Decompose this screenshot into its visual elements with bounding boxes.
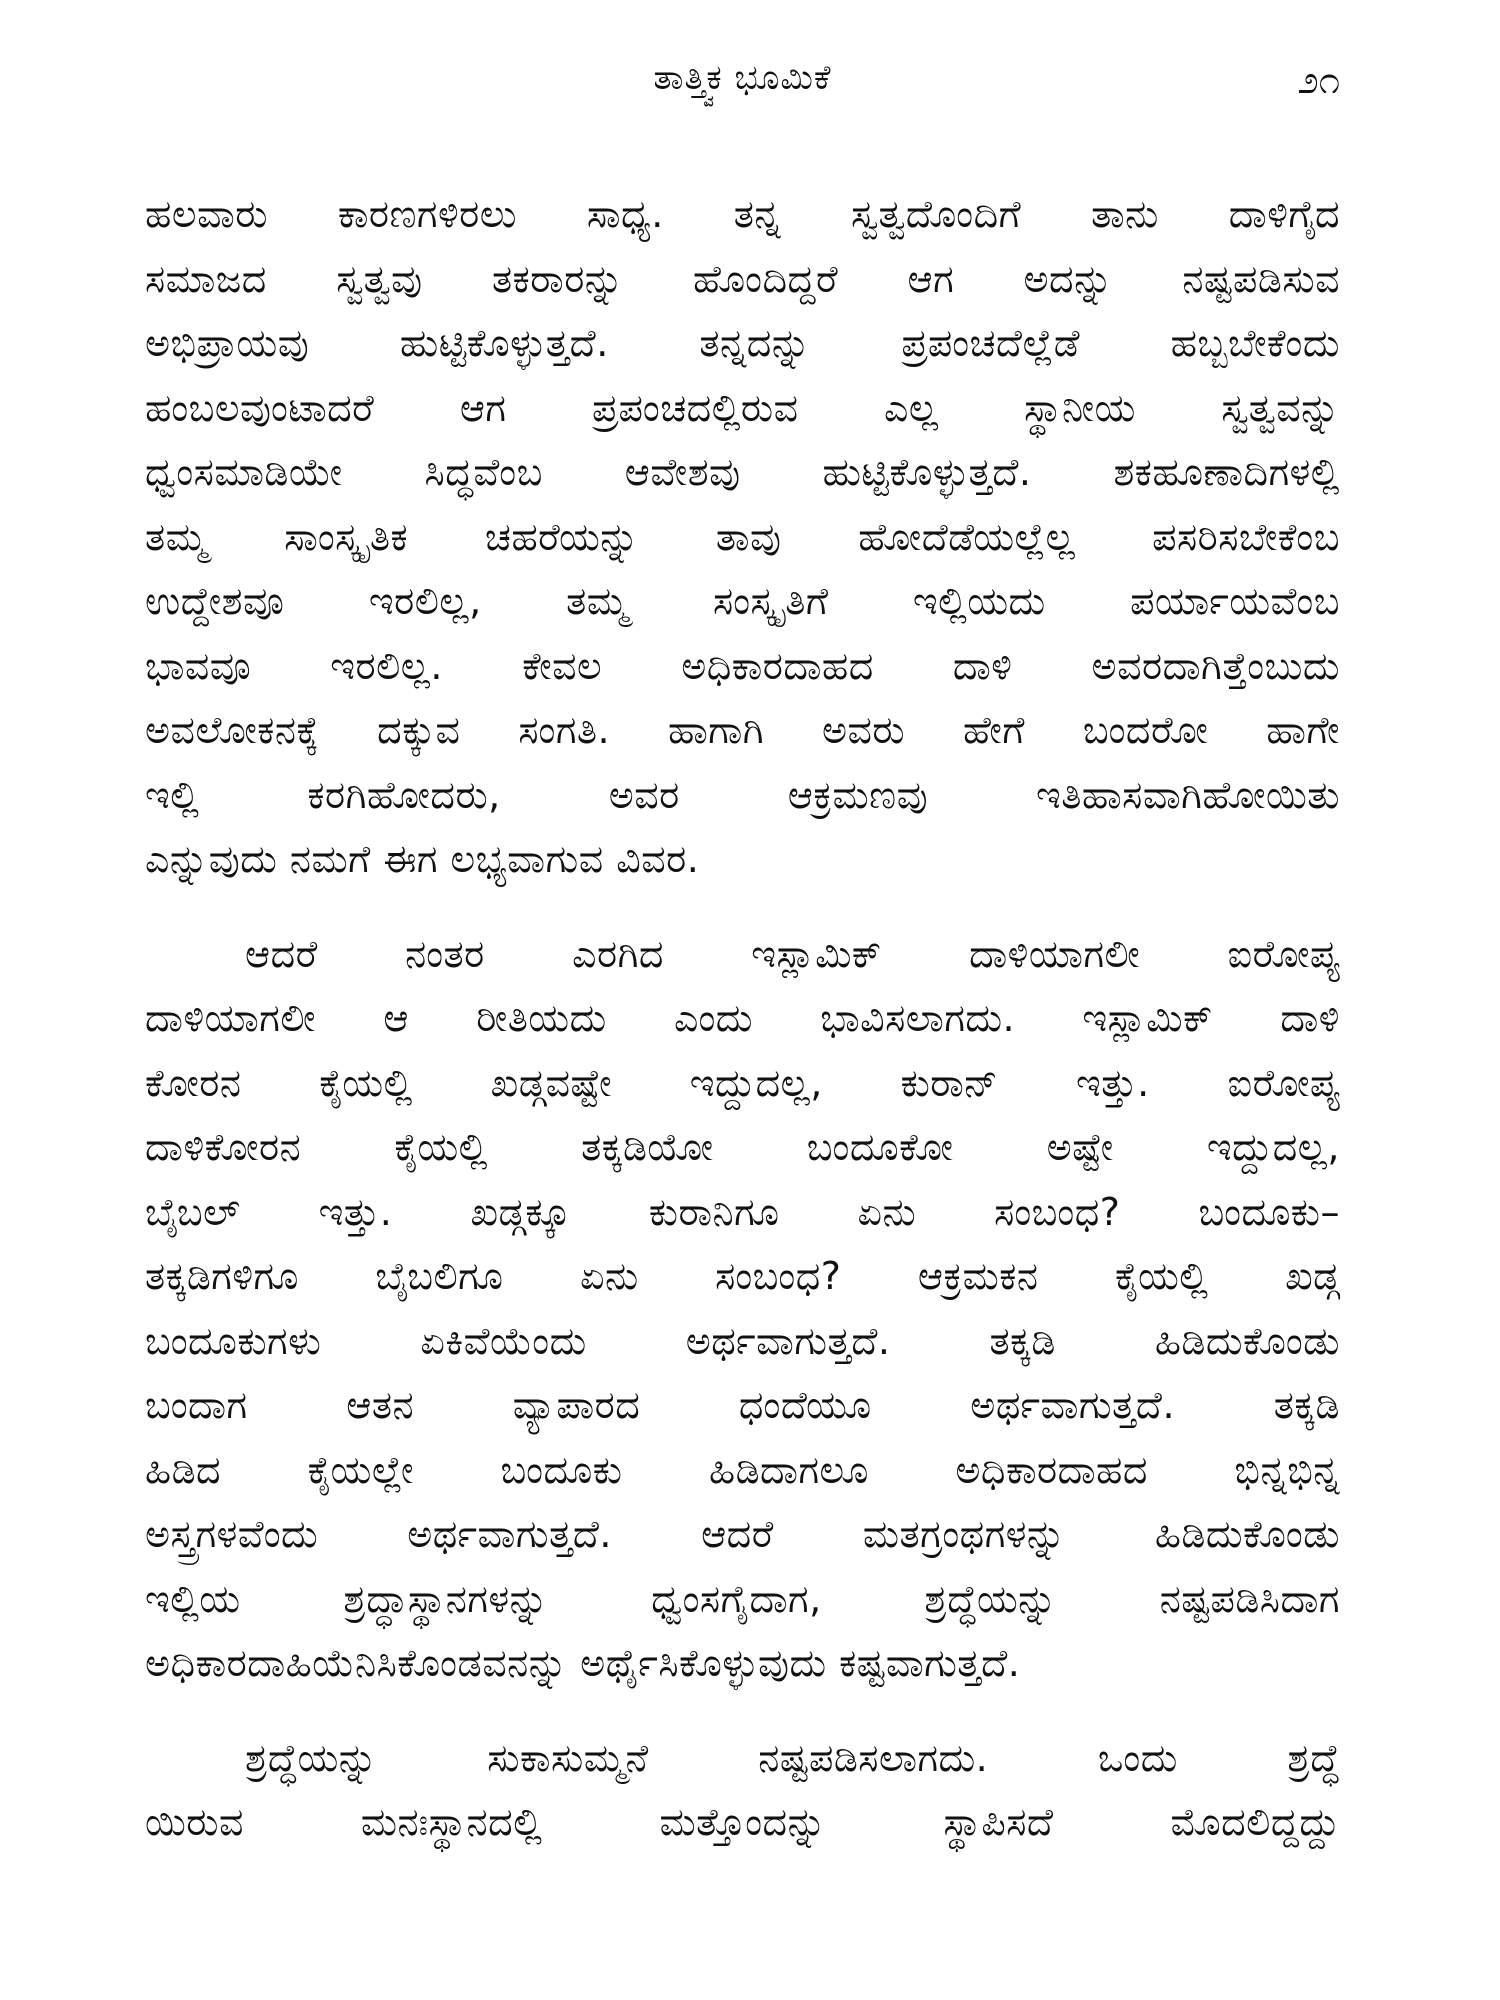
text-line: ಅಭಿಪ್ರಾಯವು ಹುಟ್ಟಿಕೊಳ್ಳುತ್ತದೆ. ತನ್ನದನ್ನು ಪ್ರಪಂಚದೆಲ್ಲೆಡೆ ಹಬ್ಬಬೇಕೆಂದು [145, 321, 1340, 365]
text-line: ಯಿರುವ ಮನಃಸ್ಥಾನದಲ್ಲಿ ಮತ್ತೊಂದನ್ನು ಸ್ಥಾಪಿಸದೆ ಮೊದಲಿದ್ದದ್ದು [145, 1800, 1340, 1844]
text-line: ಹಿಡಿದ ಕೈಯಲ್ಲೇ ಬಂದೂಕು ಹಿಡಿದಾಗಲೂ ಅಧಿಕಾರದಾಹದ ಭಿನ್ನಭಿನ್ನ [145, 1447, 1340, 1492]
paragraph-3 [145, 1726, 1340, 1855]
text-line: ಉದ್ದೇಶವೂ ಇರಲಿಲ್ಲ, ತಮ್ಮ ಸಂಸ್ಕೃತಿಗೆ ಇಲ್ಲಿಯದು ಪರ್ಯಾಯವೆಂಬ [145, 579, 1340, 623]
text-line: ಶ್ರದ್ಧೆಯನ್ನು ಸುಕಾಸುಮ್ಮನೆ ನಷ್ಟಪಡಿಸಲಾಗದು. ಒಂದು ಶ್ರದ್ಧೆ [245, 1735, 1340, 1780]
text-line: ಹಲವಾರು ಕಾರಣಗಳಿರಲು ಸಾಧ್ಯ. ತನ್ನ ಸ್ವತ್ವದೊಂದಿಗೆ ತಾನು ದಾಳಿಗೈದ [145, 192, 1340, 236]
paragraph-2 [145, 922, 1340, 1696]
text-line: ಇಲ್ಲಿ ಕರಗಿಹೋದರು, ಅವರ ಆಕ್ರಮಣವು ಇತಿಹಾಸವಾಗಿಹೋಯಿತು [145, 772, 1340, 817]
text-line: ಕೋರನ ಕೈಯಲ್ಲಿ ಖಡ್ಗವಷ್ಟೇ ಇದ್ದುದಲ್ಲ, ಕುರಾನ್ ಇತ್ತು. ಐರೋಪ್ಯ [145, 1060, 1340, 1105]
text-line: ಎನ್ನುವುದು ನಮಗೆ ಈಗ ಲಭ್ಯವಾಗುವ ವಿವರ. [145, 837, 700, 881]
text-line: ತಕ್ಕಡಿಗಳಿಗೂ ಬೈಬಲಿಗೂ ಏನು ಸಂಬಂಧ? ಆಕ್ರಮಕನ ಕೈಯಲ್ಲಿ ಖಡ್ಗ [145, 1254, 1340, 1298]
body-text [145, 182, 1340, 1855]
text-line: ತಮ್ಮ ಸಾಂಸ್ಕೃತಿಕ ಚಹರೆಯನ್ನು ತಾವು ಹೋದೆಡೆಯಲ್ಲೆಲ್ಲ ಪಸರಿಸಬೇಕೆಂಬ [145, 514, 1340, 559]
text-line: ಬಂದಾಗ ಆತನ ವ್ಯಾಪಾರದ ಧಂದೆಯೂ ಅರ್ಥವಾಗುತ್ತದೆ. ತಕ್ಕಡಿ [145, 1383, 1340, 1427]
paragraph-1 [145, 182, 1340, 892]
text-line: ಬಂದೂಕುಗಳು ಏಕಿವೆಯೆಂದು ಅರ್ಥವಾಗುತ್ತದೆ. ತಕ್ಕಡಿ ಹಿಡಿದುಕೊಂಡು [145, 1318, 1340, 1363]
text-line: ಹಂಬಲವುಂಟಾದರೆ ಆಗ ಪ್ರಪಂಚದಲ್ಲಿರುವ ಎಲ್ಲ ಸ್ಥಾನೀಯ ಸ್ವತ್ವವನ್ನು [145, 385, 1340, 430]
text-line: ಅಧಿಕಾರದಾಹಿಯೆನಿಸಿಕೊಂಡವನನ್ನು ಅರ್ಥೈಸಿಕೊಳ್ಳುವುದು ಕಷ್ಟವಾಗುತ್ತದೆ. [145, 1641, 1021, 1685]
text-line: ಅಸ್ತ್ರಗಳವೆಂದು ಅರ್ಥವಾಗುತ್ತದೆ. ಆದರೆ ಮತಗ್ರಂಥಗಳನ್ನು ಹಿಡಿದುಕೊಂಡು [145, 1512, 1340, 1556]
text-line: ಧ್ವಂಸಮಾಡಿಯೇ ಸಿದ್ಧವೆಂಬ ಆವೇಶವು ಹುಟ್ಟಿಕೊಳ್ಳುತ್ತದೆ. ಶಕಹೂಣಾದಿಗಳಲ್ಲಿ [145, 450, 1340, 494]
running-title: ತಾತ್ತ್ವಿಕ ಭೂಮಿಕೆ [653, 58, 832, 98]
page-number: ೨೧ [1297, 58, 1340, 102]
text-line: ಇಲ್ಲಿಯ ಶ್ರದ್ಧಾಸ್ಥಾನಗಳನ್ನು ಧ್ವಂಸಗೈದಾಗ, ಶ್ರದ್ಧೆಯನ್ನು ನಷ್ಟಪಡಿಸಿದಾಗ [145, 1576, 1340, 1621]
text-line: ದಾಳಿಯಾಗಲೀ ಆ ರೀತಿಯದು ಎಂದು ಭಾವಿಸಲಾಗದು. ಇಸ್ಲಾಮಿಕ್ ದಾಳಿ [145, 996, 1340, 1040]
text-line: ಅವಲೋಕನಕ್ಕೆ ದಕ್ಕುವ ಸಂಗತಿ. ಹಾಗಾಗಿ ಅವರು ಹೇಗೆ ಬಂದರೋ ಹಾಗೇ [145, 708, 1340, 752]
page-header [145, 58, 1340, 118]
text-line: ಬೈಬಲ್ ಇತ್ತು. ಖಡ್ಗಕ್ಕೂ ಕುರಾನಿಗೂ ಏನು ಸಂಬಂಧ? ಬಂದೂಕು– [145, 1189, 1340, 1234]
text-line: ಸಮಾಜದ ಸ್ವತ್ವವು ತಕರಾರನ್ನು ಹೊಂದಿದ್ದರೆ ಆಗ ಅದನ್ನು ನಷ್ಟಪಡಿಸುವ [145, 256, 1340, 301]
text-line: ದಾಳಿಕೋರನ ಕೈಯಲ್ಲಿ ತಕ್ಕಡಿಯೋ ಬಂದೂಕೋ ಅಷ್ಟೇ ಇದ್ದುದಲ್ಲ, [145, 1125, 1340, 1169]
text-line: ಆದರೆ ನಂತರ ಎರಗಿದ ಇಸ್ಲಾಮಿಕ್ ದಾಳಿಯಾಗಲೀ ಐರೋಪ್ಯ [245, 931, 1340, 976]
text-line: ಭಾವವೂ ಇರಲಿಲ್ಲ. ಕೇವಲ ಅಧಿಕಾರದಾಹದ ದಾಳಿ ಅವರದಾಗಿತ್ತೆಂಬುದು [145, 643, 1340, 688]
